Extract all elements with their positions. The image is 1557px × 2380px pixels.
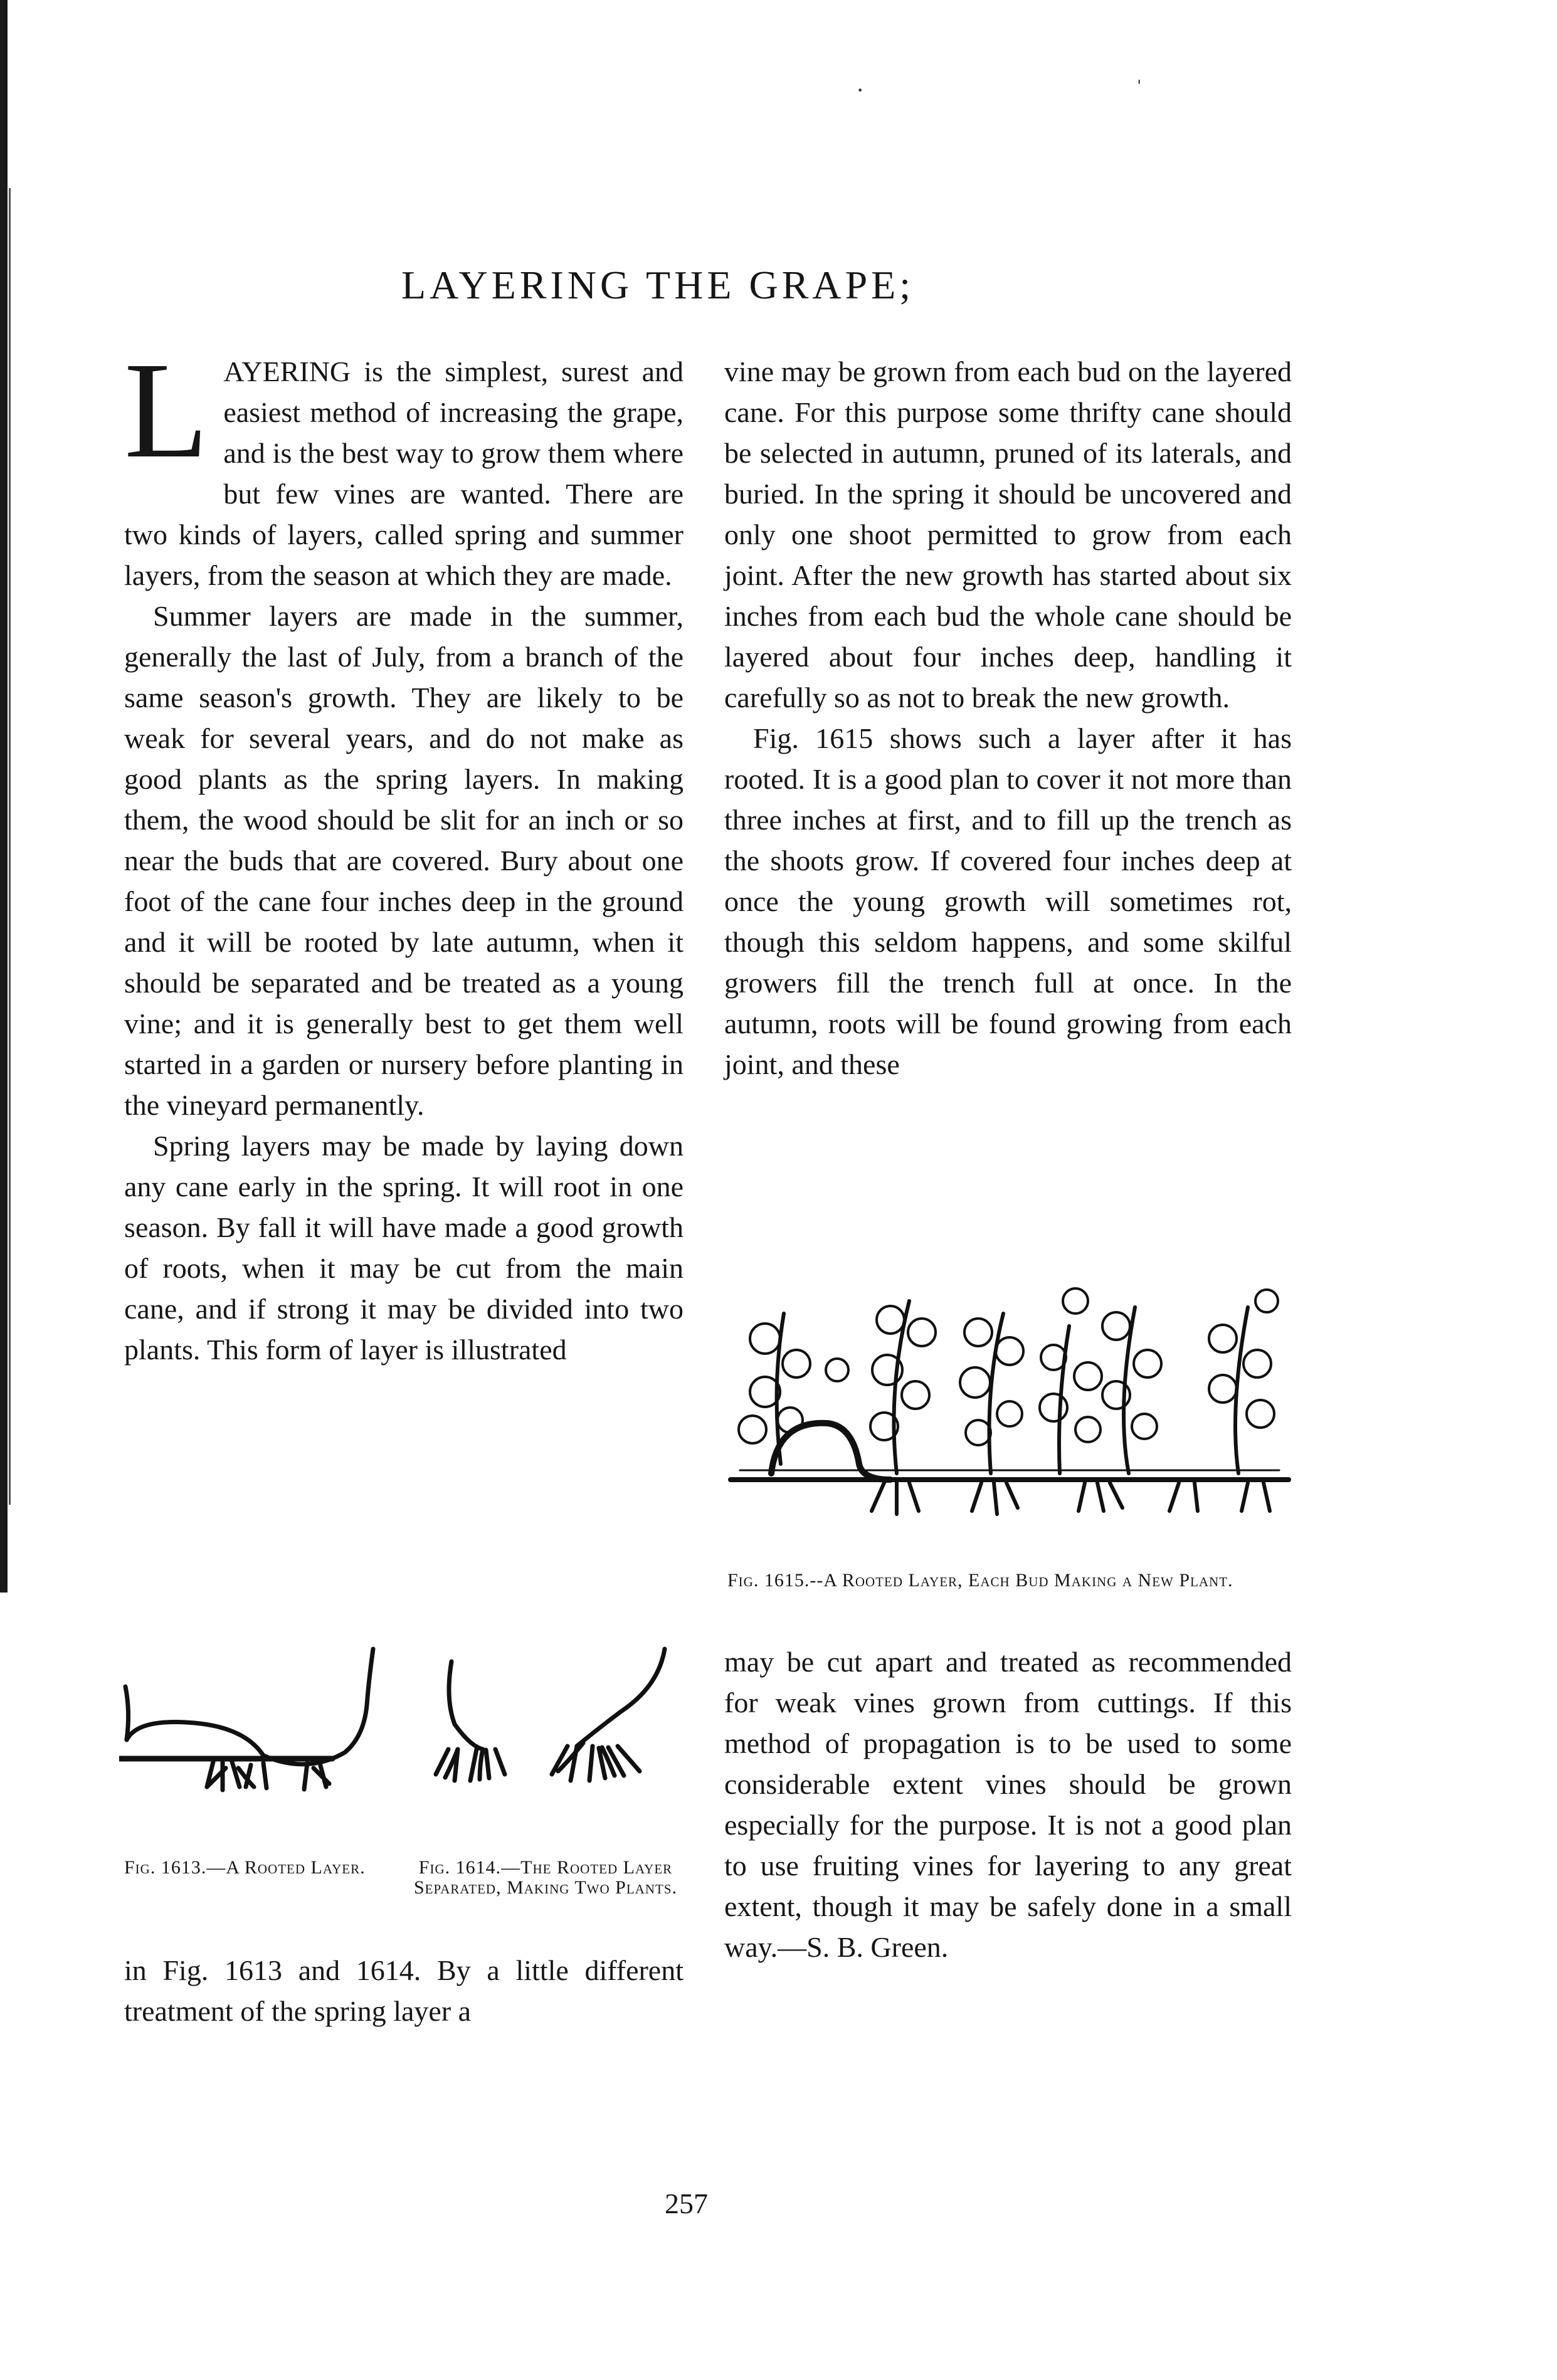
figure-1615-illustration [727,1263,1292,1589]
figure-1613-1614-illustration [119,1630,683,1818]
caption-fig-1615: Fig. 1615.--A Rooted Layer, Each Bud Making a New Plant. [727,1570,1233,1591]
right-column-top [724,351,1292,1085]
scan-edge [0,0,8,1593]
left-column-top [124,334,683,1370]
page-number: 257 [665,2188,708,2219]
caption-fig-1614: Fig. 1614.—The Rooted Layer Separated, Making Two Plants. [413,1857,678,1898]
speck: ˈ [1135,75,1144,103]
caption-fig-1613: Fig. 1613.—A Rooted Layer. [124,1857,366,1878]
speck: · [856,76,865,104]
drop-cap: L [124,334,209,487]
paragraph: Spring layers may be made by laying down any cane early in the spring. It will root in one season. By fall it will have made a good growth of roots, when it may be cut from the main cane, and if strong it may be divided into two plants. This form of layer is illustrated [124,1130,683,1366]
scan-edge-line [9,188,11,1505]
paragraph: Fig. 1615 shows such a layer after it has rooted. It is a good plan to cover it not more than three inches at first, and to fill up the trench as the shoots grow. If covered four inches deep at once the young growth will sometimes rot, though this seldom happens, and some skilful growers fill the trench full at once. In the autumn, roots will be found growing from each joint, and these [724,722,1292,1080]
paragraph-text: AYERING is the simplest, surest and easiest method of increasing the grape, and is the best way to grow them where but few vines are wanted. There are two kinds of layers, called spring and summer layers, from the season at which they are made. [124,355,683,591]
page-title: LAYERING THE GRAPE; [401,263,915,307]
paragraph: Summer layers are made in the summer, generally the last of July, from a branch of the same season's growth. They are likely to be weak for several years, and do not make as good plants as the spring layers. In making them, the wood should be slit for an inch or so near the buds that are covered. Bury about one foot of the cane four inches deep in the ground and it will be rooted by late autumn, when it should be separated and be treated as a young vine; and it is generally best to get them well started in a garden or nursery before planting in the vineyard permanently. [124,600,683,1121]
paragraph: in Fig. 1613 and 1614. By a little different treatment of the spring layer a [124,1954,683,2027]
right-column-bottom [724,1641,1292,1967]
paragraph: may be cut apart and treated as recommended for weak vines grown from cuttings. If this method of propagation is to be used to some considerable extent vines should be grown especially for the purpose. It is not a good plan to use fruiting vines for layering to any great extent, though it may be safely done in a small way.—S. B. Green. [724,1646,1292,1963]
left-column-bottom [124,1950,683,2031]
paragraph: vine may be grown from each bud on the layered cane. For this purpose some thrifty cane should be selected in autumn, pruned of its laterals, and buried. In the spring it should be uncovered and only one shoot permitted to grow from each joint. After the new growth has started about six inches from each bud the whole cane should be layered about four inches deep, handling it carefully so as not to break the new growth. [724,355,1292,713]
paragraph [124,334,683,596]
